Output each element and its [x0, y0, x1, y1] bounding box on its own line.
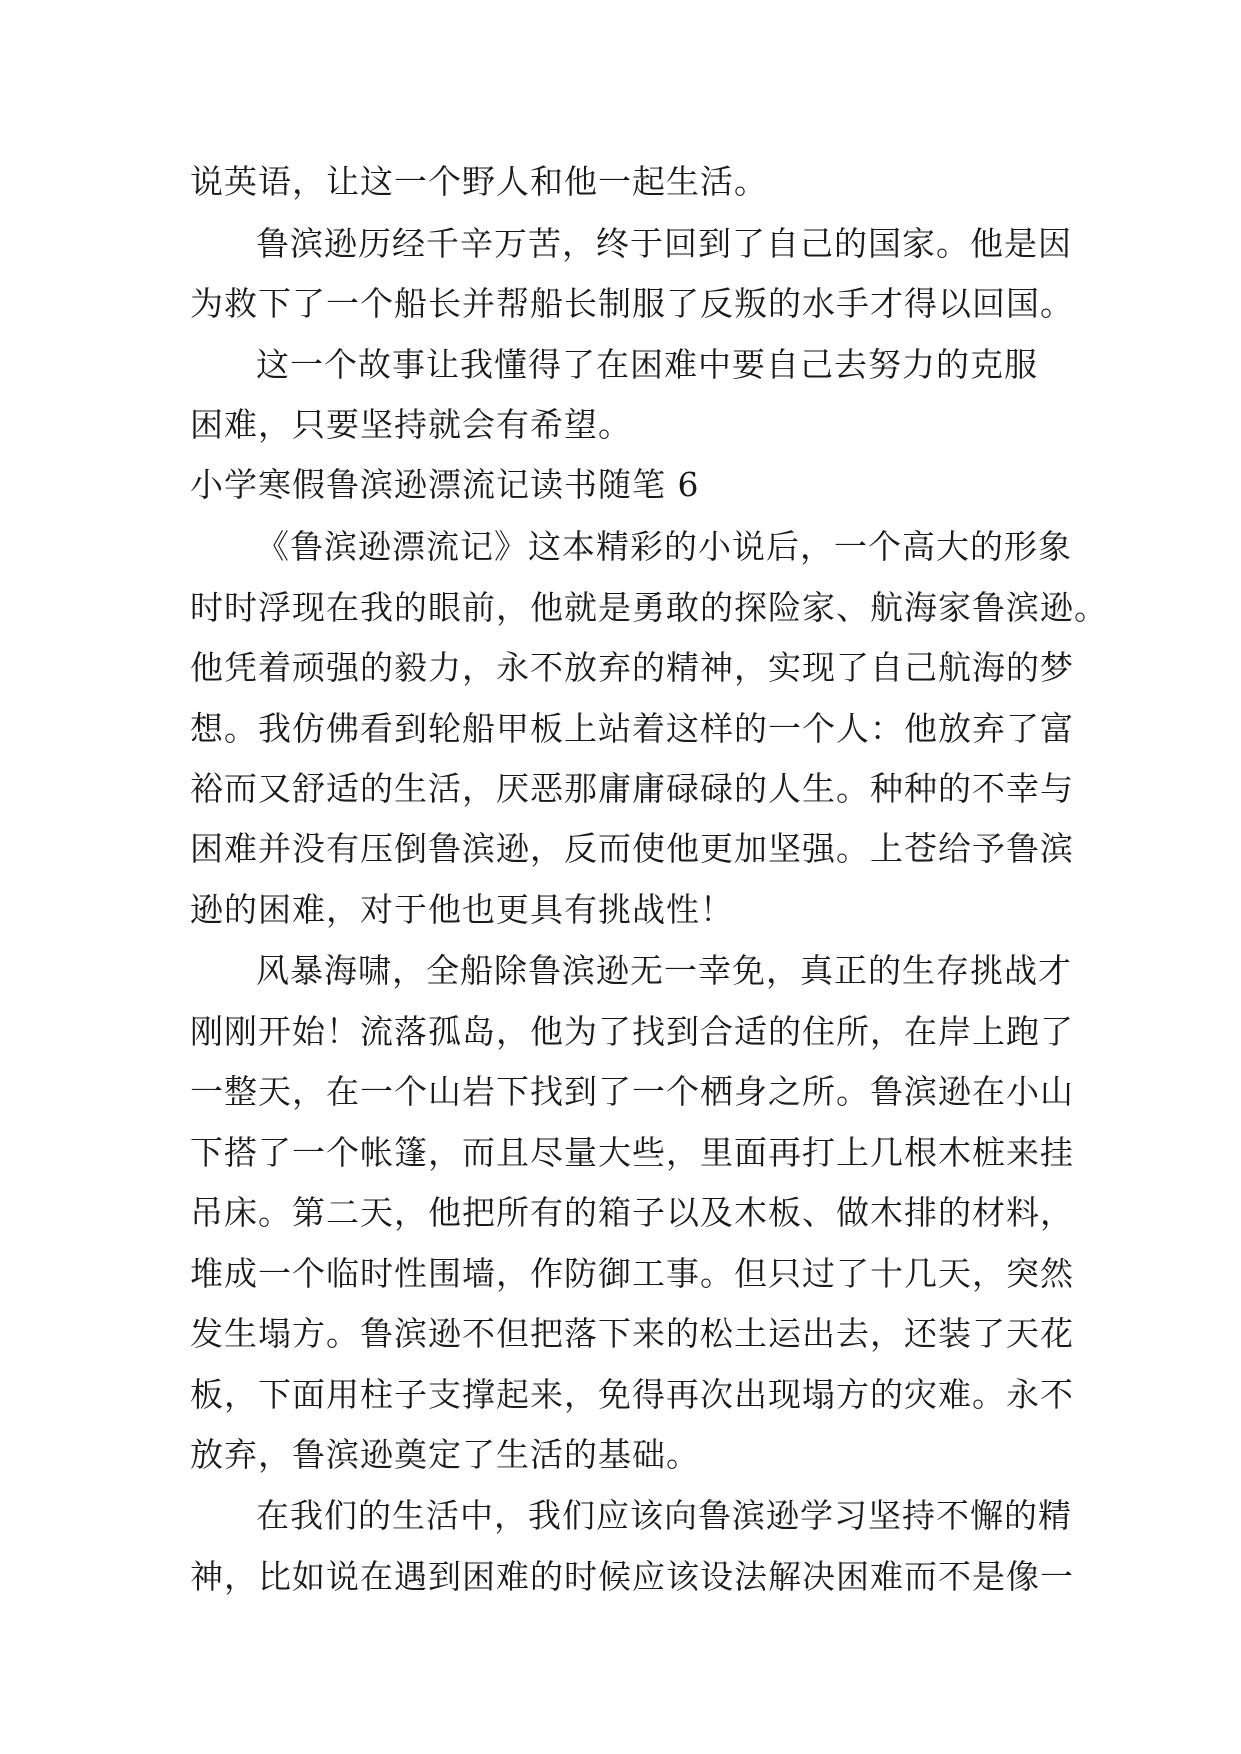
paragraph-start: 风暴海啸，全船除鲁滨逊无一幸免，真正的生存挑战才 — [256, 951, 1072, 990]
text-line: 说英语，让这一个野人和他一起生活。 — [190, 162, 768, 201]
text-line: 神，比如说在遇到困难的时候应该设法解决困难而不是像一 — [190, 1557, 1074, 1596]
section-heading: 小学寒假鲁滨逊漂流记读书随笔 6 — [190, 465, 700, 504]
text-line: 裕而又舒适的生活，厌恶那庸庸碌碌的人生。种种的不幸与 — [190, 769, 1074, 808]
text-line: 想。我仿佛看到轮船甲板上站着这样的一个人：他放弃了富 — [190, 709, 1074, 748]
paragraph-start: 在我们的生活中，我们应该向鲁滨逊学习坚持不懈的精 — [256, 1496, 1072, 1535]
text-line: 吊床。第二天，他把所有的箱子以及木板、做木排的材料， — [190, 1193, 1074, 1232]
text-line: 困难并没有压倒鲁滨逊，反而使他更加坚强。上苍给予鲁滨 — [190, 829, 1074, 868]
text-line: 为救下了一个船长并帮船长制服了反叛的水手才得以回国。 — [190, 284, 1074, 323]
paragraph-start: 鲁滨逊历经千辛万苦，终于回到了自己的国家。他是因 — [256, 224, 1072, 263]
text-line: 发生塌方。鲁滨逊不但把落下来的松土运出去，还装了天花 — [190, 1314, 1074, 1353]
text-line: 困难，只要坚持就会有希望。 — [190, 405, 632, 444]
text-line: 刚刚开始！流落孤岛，他为了找到合适的住所，在岸上跑了 — [190, 1012, 1074, 1051]
text-line: 下搭了一个帐篷，而且尽量大些，里面再打上几根木桩来挂 — [190, 1133, 1074, 1172]
text-line: 逊的困难，对于他也更具有挑战性！ — [190, 890, 734, 929]
text-line: 一整天，在一个山岩下找到了一个栖身之所。鲁滨逊在小山 — [190, 1072, 1074, 1111]
text-line: 板，下面用柱子支撑起来，免得再次出现塌方的灾难。永不 — [190, 1375, 1074, 1414]
text-line: 他凭着顽强的毅力，永不放弃的精神，实现了自己航海的梦 — [190, 648, 1074, 687]
paragraph-start: 这一个故事让我懂得了在困难中要自己去努力的克服 — [256, 345, 1038, 384]
text-line: 堆成一个临时性围墙，作防御工事。但只过了十几天，突然 — [190, 1254, 1074, 1293]
text-line: 时时浮现在我的眼前，他就是勇敢的探险家、航海家鲁滨逊。 — [190, 588, 1108, 627]
text-line: 放弃，鲁滨逊奠定了生活的基础。 — [190, 1435, 700, 1474]
paragraph-start: 《鲁滨逊漂流记》这本精彩的小说后，一个高大的形象 — [256, 527, 1072, 566]
